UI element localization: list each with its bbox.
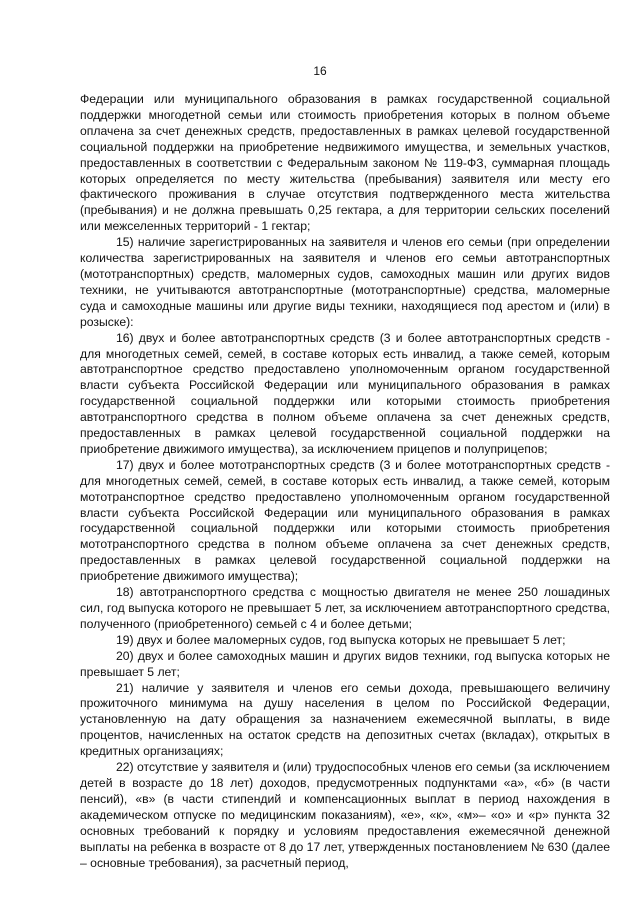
document-body	[80, 92, 610, 871]
paragraph-item-21: 21) наличие у заявителя и членов его семьи дохода, превышающего величину прожиточного минимума на душу населения в целом по Российской Федерации, установленную на дату обращения за назначением ежемесячной выплаты, в виде процентов, начисленных на остаток средств на депозитных счетах (вкладах), открытых в кредитных организациях;	[80, 680, 610, 759]
page-number: 16	[313, 64, 327, 78]
paragraph-item-19: 19) двух и более маломерных судов, год выпуска которых не превышает 5 лет;	[116, 632, 566, 647]
paragraph-item-20: 20) двух и более самоходных машин и других видов техники, год выпуска которых не превышает 5 лет;	[80, 648, 610, 679]
paragraph-continuation: Федерации или муниципального образования в рамках государственной социальной поддержки многодетной семьи или стоимость приобретения которых в полном объеме оплачена за счет денежных средств, предоставленных в рамках целевой государственной социальной поддержки на приобретение недвижимого имущества, и земельных участков, предоставленных в соответствии с Федеральным законом № 119-ФЗ, суммарная площадь которых определяется по месту жительства (пребывания) заявителя или месту его фактического проживания в случае отсутствия подтвержденного места жительства (пребывания) и не должна превышать 0,25 гектара, а для территории сельских поселений или межселенных территорий - 1 гектар;	[80, 92, 610, 234]
paragraph-item-15: 15) наличие зарегистрированных на заявителя и членов его семьи (при определении количества зарегистрированных на заявителя и членов его семьи автотранспортных (мототранспортных) средств, маломерных судов, самоходных машин или других видов техники, не учитываются автотранспортные (мототранспортные) средства, маломерные суда и самоходные машины или другие виды техники, находящиеся под арестом и (или) в розыске):	[80, 235, 610, 329]
paragraph-item-22: 22) отсутствие у заявителя и (или) трудоспособных членов его семьи (за исключением детей в возрасте до 18 лет) доходов, предусмотренных подпунктами «а», «б» (в части пенсий), «в» (в части стипендий и компенсационных выплат в период нахождения в академическом отпуске по медицинским показаниям), «е», «к», «м»– «о» и «р» пункта 32 основных требований к порядку и условиям предоставления ежемесячной денежной выплаты на ребенка в возрасте от 8 до 17 лет, утвержденных постановлением № 630 (далее – основные требования), за расчетный период,	[80, 760, 610, 870]
paragraph-item-17: 17) двух и более мототранспортных средств (3 и более мототранспортных средств - для многодетных семей, семей, в составе которых есть инвалид, а также семей, которым мототранспортное средство предоставлено уполномоченным органом государственной власти субъекта Российской Федерации или муниципального образования в рамках государственной социальной поддержки или которыми стоимость приобретения мототранспортного средства в полном объеме оплачена за счет денежных средств, предоставленных в рамках целевой государственной социальной поддержки на приобретение движимого имущества);	[80, 457, 610, 584]
paragraph-item-16: 16) двух и более автотранспортных средств (3 и более автотранспортных средств - для многодетных семей, семей, в составе которых есть инвалид, а также семей, которым автотранспортное средство предоставлено уполномоченным органом государственной власти субъекта Российской Федерации или муниципального образования в рамках государственной социальной поддержки или которыми стоимость приобретения автотранспортного средства в полном объеме оплачена за счет денежных средств, предоставленных в рамках целевой государственной социальной поддержки на приобретение движимого имущества), за исключением прицепов и полуприцепов;	[80, 330, 610, 456]
paragraph-item-18: 18) автотранспортного средства с мощностью двигателя не менее 250 лошадиных сил, год выпуска которого не превышает 5 лет, за исключением автотранспортного средства, полученного (приобретенного) семьей с 4 и более детьми;	[80, 585, 610, 631]
